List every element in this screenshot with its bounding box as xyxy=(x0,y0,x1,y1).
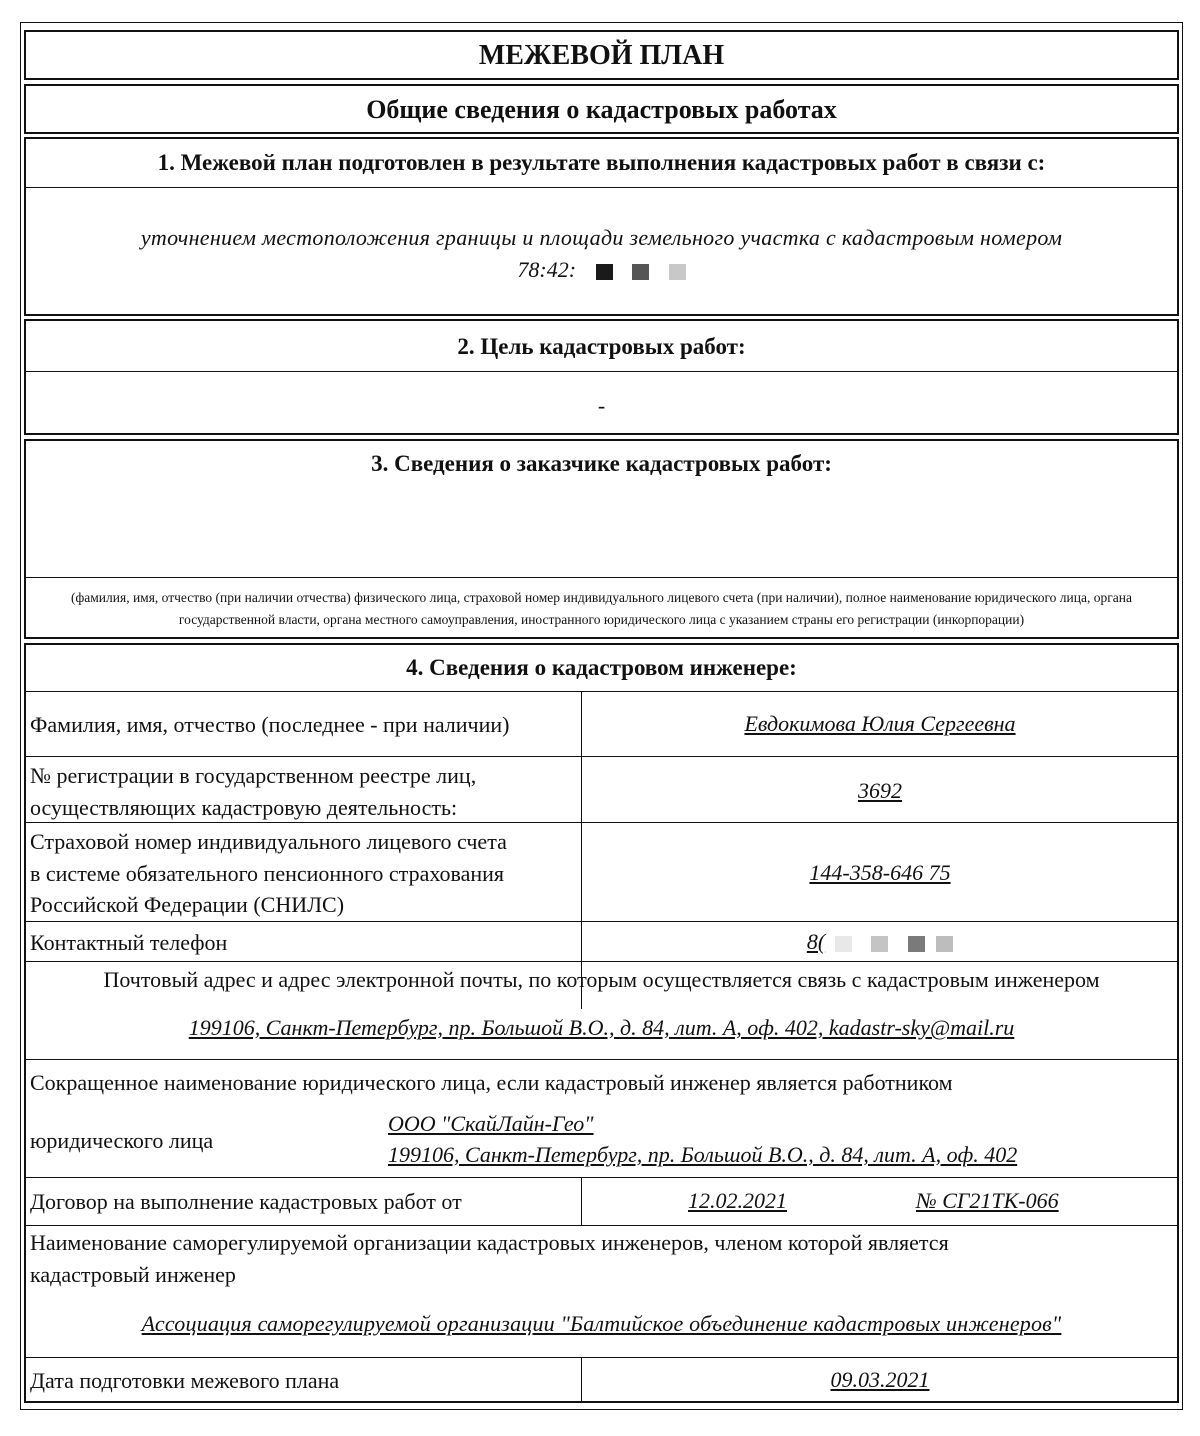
title-box xyxy=(24,30,1179,80)
redaction-mark xyxy=(596,264,613,280)
section-3-heading: 3. Сведения о заказчике кадастровых работ: xyxy=(371,451,832,476)
subtitle-box xyxy=(24,84,1179,134)
section-3-note: (фамилия, имя, отчество (при наличии отчества) физического лица, страховой номер индивидуального лицевого счета (при наличии), полное наименование юридического лица, органа государственной власти, органа местного самоуправления, иностранного юридического лица с указанием страны его регистрации (инкорпорации) xyxy=(71,590,1132,627)
redaction-mark xyxy=(835,936,852,952)
org-address: 199106, Санкт-Петербург, пр. Большой В.О., д. 84, лит. А, оф. 402 xyxy=(388,1142,1018,1167)
reg-label-line1: № регистрации в государственном реестре лиц, xyxy=(30,763,477,788)
redaction-mark xyxy=(669,264,686,280)
snils-label-line2: в системе обязательного пенсионного страхования xyxy=(30,861,505,886)
contract-date: 12.02.2021 xyxy=(688,1188,787,1213)
sro-label-line1: Наименование саморегулируемой организации кадастровых инженеров, членом которой является xyxy=(30,1230,949,1255)
snils-label-line1: Страховой номер индивидуального лицевого счета xyxy=(30,829,507,854)
document-subtitle: Общие сведения о кадастровых работах xyxy=(366,95,837,124)
sro-value: Ассоциация саморегулируемой организации "Балтийское объединение кадастровых инженеров" xyxy=(141,1311,1062,1336)
redaction-mark xyxy=(632,264,649,280)
snils-value: 144-358-646 75 xyxy=(809,860,951,885)
address-value: 199106, Санкт-Петербург, пр. Большой В.О., д. 84, лит. А, оф. 402, kadastr-sky@mail.ru xyxy=(188,1015,1015,1040)
redaction-mark xyxy=(936,936,953,952)
section-3 xyxy=(24,439,1179,639)
section-4 xyxy=(24,643,1179,1403)
section-2-heading: 2. Цель кадастровых работ: xyxy=(457,334,746,359)
sro-label-line2: кадастровый инженер xyxy=(30,1262,236,1287)
fio-label: Фамилия, имя, отчество (последнее - при наличии) xyxy=(30,712,510,737)
section-2 xyxy=(24,319,1179,435)
cadastral-number xyxy=(26,257,1177,283)
section-1-heading: 1. Межевой план подготовлен в результате выполнения кадастровых работ в связи с: xyxy=(157,150,1046,175)
section-1-text: уточнением местоположения границы и площади земельного участка с кадастровым номером xyxy=(140,225,1063,250)
redaction-mark xyxy=(871,936,888,952)
org-name: ООО "СкайЛайн-Гео" xyxy=(388,1111,594,1136)
phone-label: Контактный телефон xyxy=(30,930,228,955)
fio-value: Евдокимова Юлия Сергеевна xyxy=(744,711,1016,736)
snils-label-line3: Российской Федерации (СНИЛС) xyxy=(30,892,345,917)
reg-value: 3692 xyxy=(858,778,902,803)
phone-value xyxy=(583,929,1177,955)
date-label: Дата подготовки межевого плана xyxy=(30,1368,340,1393)
org-label-line2: юридического лица xyxy=(30,1128,214,1153)
document-title: МЕЖЕВОЙ ПЛАН xyxy=(478,40,725,71)
contract-number: № СГ21ТК-066 xyxy=(916,1188,1059,1213)
contract-label: Договор на выполнение кадастровых работ от xyxy=(30,1189,462,1214)
section-2-value: - xyxy=(597,393,606,418)
reg-label-line2: осуществляющих кадастровую деятельность: xyxy=(30,795,458,820)
section-1 xyxy=(24,137,1179,316)
cadastral-number-prefix: 78:42: xyxy=(517,257,577,282)
address-label: Почтовый адрес и адрес электронной почты, по которым осуществляется связь с кадастровым инженером xyxy=(103,967,1100,992)
redaction-mark xyxy=(908,936,925,952)
phone-prefix: 8( xyxy=(806,929,826,954)
date-value: 09.03.2021 xyxy=(830,1367,930,1392)
section-4-heading: 4. Сведения о кадастровом инженере: xyxy=(406,655,797,680)
org-label-line1: Сокращенное наименование юридического лица, если кадастровый инженер является работником xyxy=(30,1070,953,1095)
